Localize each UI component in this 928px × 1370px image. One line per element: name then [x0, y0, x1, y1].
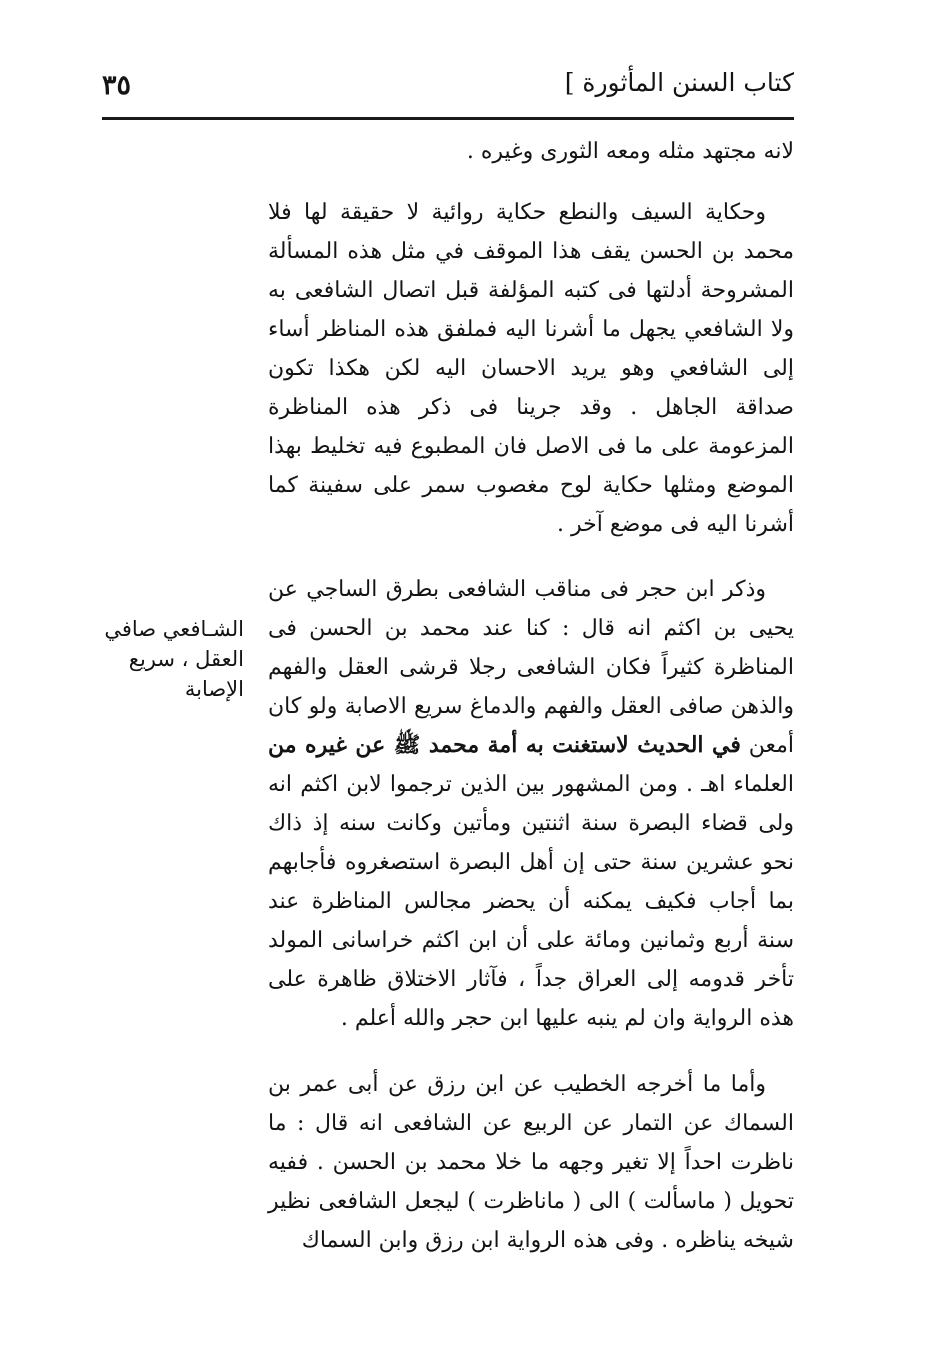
page-header: [100, 66, 794, 110]
running-title: كتاب السنن المأثورة ]: [564, 68, 794, 97]
main-text-column: [268, 132, 794, 1260]
paragraph-3-part-1: وذكر ابن حجر فى مناقب الشافعى بطرق الساجي عن يحيى بن اكثم انه قال : كنا عند محمد بن الحسن فى المناظرة كثيراً فكان الشافعى رجلا قرشى العقل والفهم والذهن صافى العقل والفهم والدماغ سريع الاصابة ولو كان أمعن: [268, 577, 795, 758]
paragraph-3-part-2: العلماء اهـ . ومن المشهور بين الذين ترجموا لابن اكثم انه ولى قضاء البصرة سنة اثنتين ومأتين وكانت سنه إذ ذاك نحو عشرين سنة حتى إن أهل البصرة استصغروه فأجابهم بما أجاب فكيف يمكنه أن يحضر مجالس المناظرة عند سنة أربع وثمانين ومائة على أن ابن اكثم خراسانى المولد تأخر قدومه إلى العراق جداً ، فآثار الاختلاق ظاهرة على هذه الرواية وان لم ينبه عليها ابن حجر والله أعلم .: [268, 772, 794, 1031]
paragraph-2: وحكاية السيف والنطع حكاية روائية لا حقيقة لها فلا محمد بن الحسن يقف هذا الموقف في مثل هذه المسألة المشروحة أدلتها فى كتبه المؤلفة قبل اتصال الشافعى به ولا الشافعي يجهل ما أشرنا اليه فملفق هذه المناظر أساء إلى الشافعي وهو يريد الاحسان اليه لكن هكذا تكون صداقة الجاهل . وقد جرينا فى ذكر هذه المناظرة المزعومة على ما فى الاصل فان المطبوع فيه تخليط بهذا الموضع ومثلها حكاية لوح مغصوب سمر على سفينة كما أشرنا اليه فى موضع آخر .: [268, 200, 794, 537]
paragraph-4: وأما ما أخرجه الخطيب عن ابن رزق عن أبى عمر بن السماك عن التمار عن الربيع عن الشافعى انه قال : ما ناظرت احداً إلا تغير وجهه ما خلا محمد بن الحسن . ففيه تحويل ( ماسألت ) الى ( ماناظرت ) ليجعل الشافعى نظير شيخه يناظره . وفى هذه الرواية ابن رزق وابن السماك: [268, 1072, 794, 1253]
paragraph-3-bold-part: في الحديث لاستغنت به أمة محمد ﷺ عن غيره من: [268, 732, 741, 758]
page-number: ٣٥: [102, 70, 132, 101]
paragraph-1: لانه مجتهد مثله ومعه الثورى وغيره .: [466, 139, 794, 164]
header-rule: [102, 117, 794, 120]
margin-note: الشـافعي صافي العقل ، سريع الإصابة: [104, 617, 244, 701]
paragraph-3: [268, 570, 794, 1038]
